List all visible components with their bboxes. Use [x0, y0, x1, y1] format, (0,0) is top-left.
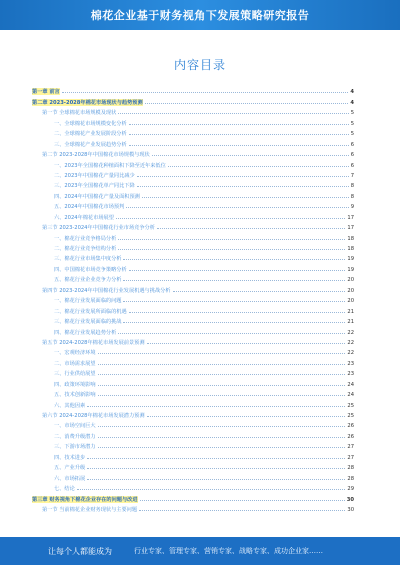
toc-entry[interactable] — [32, 242, 354, 252]
toc-leader-dots — [168, 166, 349, 167]
toc-entry-label: 四、技术进步 — [54, 454, 86, 461]
toc-entry-label: 一、宏观经济环境 — [54, 350, 96, 357]
toc-entry-label: 一、全球棉花市场规模变化分析 — [54, 120, 127, 127]
toc-entry[interactable] — [32, 158, 354, 168]
toc-entry[interactable] — [32, 398, 354, 408]
toc-entry-label: 二、市场需求展望 — [54, 360, 96, 367]
toc-entry-page: 23 — [347, 360, 354, 367]
toc-leader-dots — [77, 489, 346, 490]
toc-entry[interactable] — [32, 294, 354, 304]
toc-entry-page: 17 — [347, 214, 354, 221]
toc-entry-label: 二、消费升级潜力 — [54, 433, 96, 440]
toc-entry-label: 第一节 当前棉花企业财务现状与主要问题 — [42, 506, 138, 513]
toc-leader-dots — [118, 239, 345, 240]
toc-entry-label: 第三章 财务视角下棉花企业存在的问题与改进 — [32, 496, 138, 503]
toc-entry-page: 5 — [350, 110, 354, 117]
toc-leader-dots — [129, 134, 349, 135]
toc-leader-dots — [129, 124, 349, 125]
toc-entry[interactable] — [32, 471, 354, 481]
toc-entry[interactable] — [32, 283, 354, 293]
toc-entry-page: 4 — [350, 89, 354, 96]
toc-entry-page: 25 — [347, 413, 354, 419]
toc-entry-page: 9 — [350, 204, 354, 211]
toc-entry[interactable] — [32, 440, 354, 450]
toc-leader-dots — [62, 92, 349, 93]
toc-leader-dots — [147, 416, 346, 417]
toc-leader-dots — [152, 155, 349, 156]
toc-entry[interactable] — [32, 148, 354, 158]
toc-entry-page: 20 — [347, 298, 354, 305]
toc-leader-dots — [87, 468, 345, 469]
toc-entry[interactable] — [32, 346, 354, 356]
toc-entry-page: 8 — [350, 193, 354, 200]
toc-entry[interactable] — [32, 377, 354, 387]
toc-entry[interactable] — [32, 492, 354, 502]
toc-entry[interactable] — [32, 325, 354, 335]
toc-entry-page: 5 — [350, 120, 354, 127]
toc-entry-label: 三、棉花行业市场集中度分析 — [54, 256, 122, 263]
toc-entry[interactable] — [32, 221, 354, 231]
toc-entry-label: 五、技术创新影响 — [54, 392, 96, 399]
toc-entry[interactable] — [32, 315, 354, 325]
toc-leader-dots — [118, 249, 345, 250]
toc-leader-dots — [142, 197, 349, 198]
toc-entry-label: 第一节 全球棉花市场规模及现状 — [42, 110, 117, 117]
toc-entry-page: 22 — [347, 329, 354, 336]
toc-entry-page: 6 — [350, 141, 354, 148]
toc-entry-page: 19 — [347, 256, 354, 263]
toc-entry-page: 6 — [350, 162, 354, 169]
toc-leader-dots — [129, 312, 346, 313]
toc-entry-label: 四、中国棉花市场竞争策略分析 — [54, 266, 127, 273]
toc-entry-label: 二、2023年中国棉花产量同比减少 — [54, 172, 135, 179]
toc-leader-dots — [118, 333, 345, 334]
toc-leader-dots — [98, 395, 346, 396]
toc-entry-label: 第三节 2023-2024年中国棉花行业市场竞争分析 — [42, 225, 155, 232]
toc-leader-dots — [87, 406, 345, 407]
toc-leader-dots — [98, 426, 346, 427]
toc-entry-label: 一、市场空间巨大 — [54, 423, 96, 430]
toc-leader-dots — [87, 458, 345, 459]
toc-entry-label: 二、全球棉花产业发展阶段分析 — [54, 131, 127, 138]
toc-entry-page: 24 — [347, 381, 354, 388]
toc-entry[interactable] — [32, 304, 354, 314]
toc-leader-dots — [126, 207, 348, 208]
toc-entry-page: 26 — [347, 423, 354, 430]
toc-leader-dots — [173, 291, 346, 292]
toc-entry-page: 6 — [350, 152, 354, 159]
toc-leader-dots — [140, 500, 345, 501]
toc-entry-label: 三、全球棉花产业发展趋势分析 — [54, 141, 127, 148]
toc-entry-page: 20 — [347, 277, 354, 284]
toc-leader-dots — [157, 228, 345, 229]
toc-entry[interactable] — [32, 419, 354, 429]
toc-entry-page: 30 — [347, 506, 354, 513]
toc-entry-label: 四、2024年中国棉花产量及面积预测 — [54, 193, 140, 200]
toc-entry-page: 21 — [347, 308, 354, 315]
toc-entry-label: 一、棉花行业竞争格局分析 — [54, 235, 117, 242]
toc-leader-dots — [98, 385, 346, 386]
toc-entry-label: 六、2024年棉花市场展望 — [54, 214, 114, 221]
toc-entry-label: 一、2023年全国棉花种植面积下降至近年来低位 — [54, 162, 166, 169]
footer-slogan: 让每个人都能成为 — [48, 546, 112, 556]
report-header-bar — [0, 0, 400, 30]
toc-entry-label: 三、2023年全国棉花单产同比下降 — [54, 183, 135, 190]
toc-entry[interactable] — [32, 189, 354, 199]
toc-entry[interactable] — [32, 450, 354, 460]
toc-leader-dots — [118, 113, 348, 114]
toc-entry-page: 17 — [347, 225, 354, 232]
toc-entry-page: 27 — [347, 454, 354, 461]
toc-leader-dots — [98, 364, 346, 365]
table-of-contents — [32, 85, 354, 513]
toc-leader-dots — [139, 510, 345, 511]
toc-entry-label: 第一章 前言 — [32, 89, 60, 96]
toc-entry[interactable] — [32, 409, 354, 419]
toc-leader-dots — [98, 437, 346, 438]
toc-entry-page: 28 — [347, 465, 354, 472]
report-title: 棉花企业基于财务视角下发展策略研究报告 — [90, 9, 310, 22]
toc-entry-label: 第二章 2023-2028年棉花市场现状与趋势预测 — [32, 99, 143, 106]
toc-entry-label: 第四节 2023-2024年中国棉花行业发展机遇与挑战分析 — [42, 287, 171, 294]
toc-leader-dots — [137, 176, 349, 177]
toc-entry-page: 25 — [347, 402, 354, 409]
toc-entry-page: 20 — [347, 287, 354, 294]
toc-entry-label: 四、棉花行业发展趋势分析 — [54, 329, 117, 336]
toc-entry[interactable] — [32, 356, 354, 366]
toc-entry-page: 24 — [347, 392, 354, 399]
toc-entry-label: 三、棉花行业发展面临的挑战 — [54, 319, 122, 326]
toc-entry[interactable] — [32, 503, 354, 513]
toc-entry[interactable] — [32, 169, 354, 179]
toc-leader-dots — [116, 218, 346, 219]
toc-entry-page: 29 — [347, 486, 354, 493]
toc-entry-page: 21 — [347, 319, 354, 326]
toc-entry[interactable] — [32, 85, 354, 95]
toc-leader-dots — [147, 343, 346, 344]
toc-leader-dots — [123, 259, 345, 260]
toc-entry-label: 六、市场拓展 — [54, 475, 86, 482]
toc-leader-dots — [98, 353, 346, 354]
toc-entry-label: 四、政策环境影响 — [54, 381, 96, 388]
toc-entry-page: 19 — [347, 266, 354, 273]
toc-leader-dots — [123, 280, 345, 281]
toc-entry-label: 五、棉花行业企业竞争力分析 — [54, 277, 122, 284]
toc-entry-page: 22 — [347, 339, 354, 346]
toc-entry-page: 7 — [350, 172, 354, 179]
toc-entry-label: 六、其他因素 — [54, 402, 86, 409]
toc-entry[interactable] — [32, 179, 354, 189]
toc-entry-label: 第六节 2024-2028年棉花市场发展潜力预测 — [42, 413, 145, 419]
toc-entry-page: 27 — [347, 444, 354, 451]
toc-entry-label: 第五节 2024-2028年棉花市场发展前景预测 — [42, 339, 145, 346]
toc-entry[interactable] — [32, 200, 354, 210]
toc-entry[interactable] — [32, 252, 354, 262]
toc-entry-label: 三、行业供给展望 — [54, 371, 96, 378]
toc-entry[interactable] — [32, 273, 354, 283]
toc-entry-page: 22 — [347, 350, 354, 357]
toc-leader-dots — [123, 301, 345, 302]
toc-entry-page: 18 — [347, 246, 354, 252]
toc-leader-dots — [98, 447, 346, 448]
toc-entry-label: 五、产业升级 — [54, 465, 86, 472]
toc-entry-label: 七、结论 — [54, 486, 75, 493]
toc-entry-page: 23 — [347, 371, 354, 378]
toc-leader-dots — [129, 270, 346, 271]
toc-entry[interactable] — [32, 461, 354, 471]
toc-entry[interactable] — [32, 388, 354, 398]
toc-heading: 内容目录 — [173, 58, 226, 72]
footer-tagline: 行业专家、管理专家、营销专家、战略专家、成功企业家…… — [134, 547, 323, 555]
toc-leader-dots — [98, 374, 346, 375]
toc-entry-label: 五、2024年中国棉花市场预判 — [54, 204, 125, 211]
footer-bar — [0, 537, 400, 565]
toc-leader-dots — [123, 322, 345, 323]
toc-leader-dots — [145, 103, 349, 104]
toc-entry[interactable] — [32, 95, 354, 105]
toc-entry[interactable] — [32, 336, 354, 346]
toc-entry[interactable] — [32, 210, 354, 220]
toc-entry-label: 二、棉花行业竞争结构分析 — [54, 246, 117, 252]
toc-entry-page: 26 — [347, 433, 354, 440]
toc-entry[interactable] — [32, 482, 354, 492]
toc-entry-page: 30 — [346, 496, 354, 503]
toc-entry-page: 5 — [350, 131, 354, 138]
toc-entry-page: 8 — [350, 183, 354, 190]
toc-entry-page: 18 — [347, 235, 354, 242]
toc-leader-dots — [87, 479, 345, 480]
toc-entry[interactable] — [32, 127, 354, 137]
toc-entry[interactable] — [32, 231, 354, 241]
toc-entry-label: 三、下游市场潜力 — [54, 444, 96, 451]
toc-entry-page: 4 — [350, 99, 354, 106]
toc-entry-label: 第二节 2023-2028年中国棉花市场规模与现状 — [42, 152, 150, 159]
toc-entry[interactable] — [32, 106, 354, 116]
toc-entry[interactable] — [32, 429, 354, 439]
toc-entry-label: 二、棉花行业发展所面临的机遇 — [54, 308, 127, 315]
toc-entry[interactable] — [32, 137, 354, 147]
toc-entry-page: 28 — [347, 475, 354, 482]
toc-entry[interactable] — [32, 367, 354, 377]
toc-entry[interactable] — [32, 262, 354, 272]
toc-leader-dots — [129, 145, 349, 146]
toc-entry-label: 一、棉花行业发展面临的问题 — [54, 298, 122, 305]
toc-entry[interactable] — [32, 116, 354, 126]
toc-leader-dots — [137, 186, 349, 187]
